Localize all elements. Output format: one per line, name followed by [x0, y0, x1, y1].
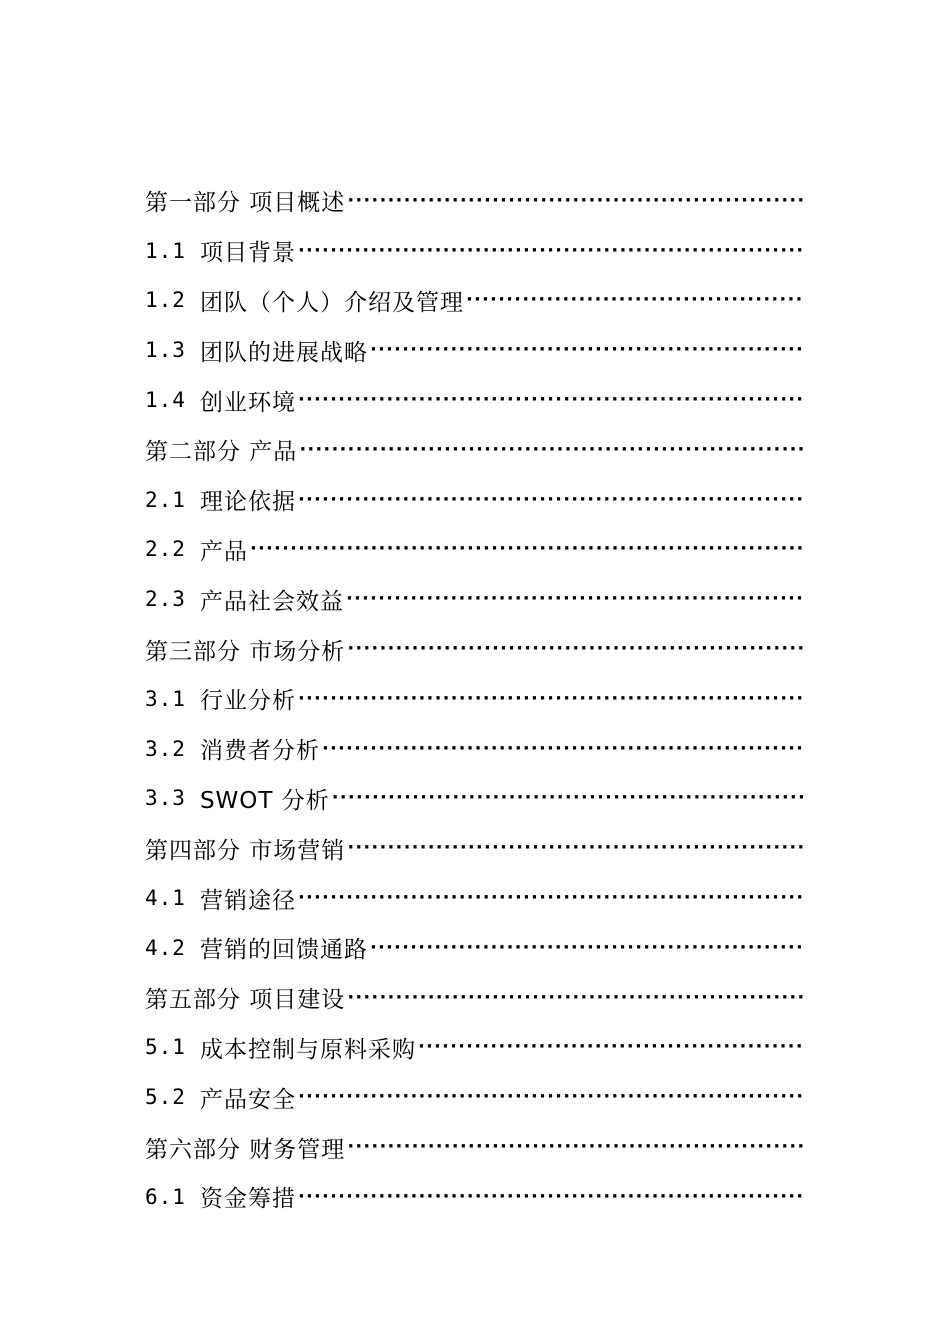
toc-dot-leader: [418, 1038, 805, 1056]
toc-section-number: 6.1: [145, 1184, 186, 1209]
toc-dot-leader: [322, 740, 805, 758]
toc-section-number: 5.2: [145, 1085, 186, 1110]
toc-section-number: 5.1: [145, 1035, 186, 1060]
toc-entry-title: 项目背景: [199, 240, 296, 267]
toc-dot-leader: [332, 789, 805, 807]
toc-entry-title: 产品: [199, 538, 248, 565]
toc-dot-leader: [298, 1188, 805, 1206]
toc-entry-title: 营销的回馈通路: [199, 937, 368, 964]
toc-section-number: 2.3: [145, 587, 186, 612]
toc-entry-title: 第六部分 财务管理: [145, 1136, 346, 1163]
toc-part-entry: [145, 1122, 805, 1172]
toc-section-entry: [145, 276, 805, 326]
toc-part-entry: [145, 823, 805, 873]
toc-part-entry: [145, 624, 805, 674]
toc-dot-leader: [347, 640, 805, 658]
toc-section-entry: [145, 1172, 805, 1222]
toc-section-number: 1.1: [145, 238, 186, 263]
toc-dot-leader: [298, 1088, 805, 1106]
toc-dot-leader: [298, 491, 805, 509]
toc-section-number: 3.3: [145, 786, 186, 811]
toc-entry-title: 创业环境: [199, 389, 296, 416]
toc-entry-title: 团队（个人）介绍及管理: [199, 289, 464, 316]
toc-section-entry: [145, 724, 805, 774]
toc-section-entry: [145, 674, 805, 724]
toc-part-entry: [145, 176, 805, 226]
toc-section-entry: [145, 226, 805, 276]
toc-section-entry: [145, 1072, 805, 1122]
toc-entry-title: 第二部分 产品: [145, 439, 298, 466]
toc-entry-title: 第三部分 市场分析: [145, 638, 346, 665]
toc-entry-title: 消费者分析: [199, 738, 320, 765]
toc-entry-title: 资金筹措: [199, 1186, 296, 1213]
toc-dot-leader: [347, 1138, 805, 1156]
toc-section-number: 2.1: [145, 487, 186, 512]
toc-entry-title: 第一部分 项目概述: [145, 190, 346, 217]
toc-dot-leader: [347, 839, 805, 857]
toc-section-number: 1.2: [145, 288, 186, 313]
toc-part-entry: [145, 973, 805, 1023]
toc-dot-leader: [250, 540, 805, 558]
toc-section-entry: [145, 923, 805, 973]
toc-section-number: 3.1: [145, 686, 186, 711]
toc-section-entry: [145, 375, 805, 425]
toc-dot-leader: [466, 291, 805, 309]
toc-section-entry: [145, 1023, 805, 1073]
toc-dot-leader: [298, 242, 805, 260]
toc-section-number: 1.4: [145, 388, 186, 413]
toc-entry-title: 第五部分 项目建设: [145, 987, 346, 1014]
toc-section-number: 1.3: [145, 338, 186, 363]
toc-entry-title: SWOT 分析: [199, 787, 330, 814]
toc-section-entry: [145, 873, 805, 923]
toc-entry-title: 产品安全: [199, 1086, 296, 1113]
toc-entry-title: 团队的进展战略: [199, 339, 368, 366]
toc-section-entry: [145, 325, 805, 375]
toc-part-entry: [145, 425, 805, 475]
toc-entry-title: 营销途径: [199, 887, 296, 914]
toc-entry-title: 行业分析: [199, 688, 296, 715]
toc-entry-title: 产品社会效益: [199, 588, 344, 615]
toc-dot-leader: [370, 939, 805, 957]
toc-entry-title: 第四部分 市场营销: [145, 837, 346, 864]
toc-dot-leader: [299, 441, 805, 459]
toc-entry-title: 成本控制与原料采购: [199, 1036, 416, 1063]
toc-dot-leader: [370, 341, 805, 359]
toc-dot-leader: [347, 989, 805, 1007]
toc-dot-leader: [298, 391, 805, 409]
toc-section-entry: [145, 774, 805, 824]
toc-dot-leader: [298, 690, 805, 708]
toc-section-number: 3.2: [145, 736, 186, 761]
toc-section-entry: [145, 475, 805, 525]
toc-dot-leader: [346, 590, 805, 608]
toc-entry-title: 理论依据: [199, 489, 296, 516]
toc-section-number: 4.2: [145, 935, 186, 960]
toc-dot-leader: [298, 889, 805, 907]
toc-section-number: 4.1: [145, 886, 186, 911]
toc-dot-leader: [347, 192, 805, 210]
toc-section-entry: [145, 525, 805, 575]
toc-section-number: 2.2: [145, 537, 186, 562]
table-of-contents: [145, 176, 805, 1222]
toc-section-entry: [145, 574, 805, 624]
